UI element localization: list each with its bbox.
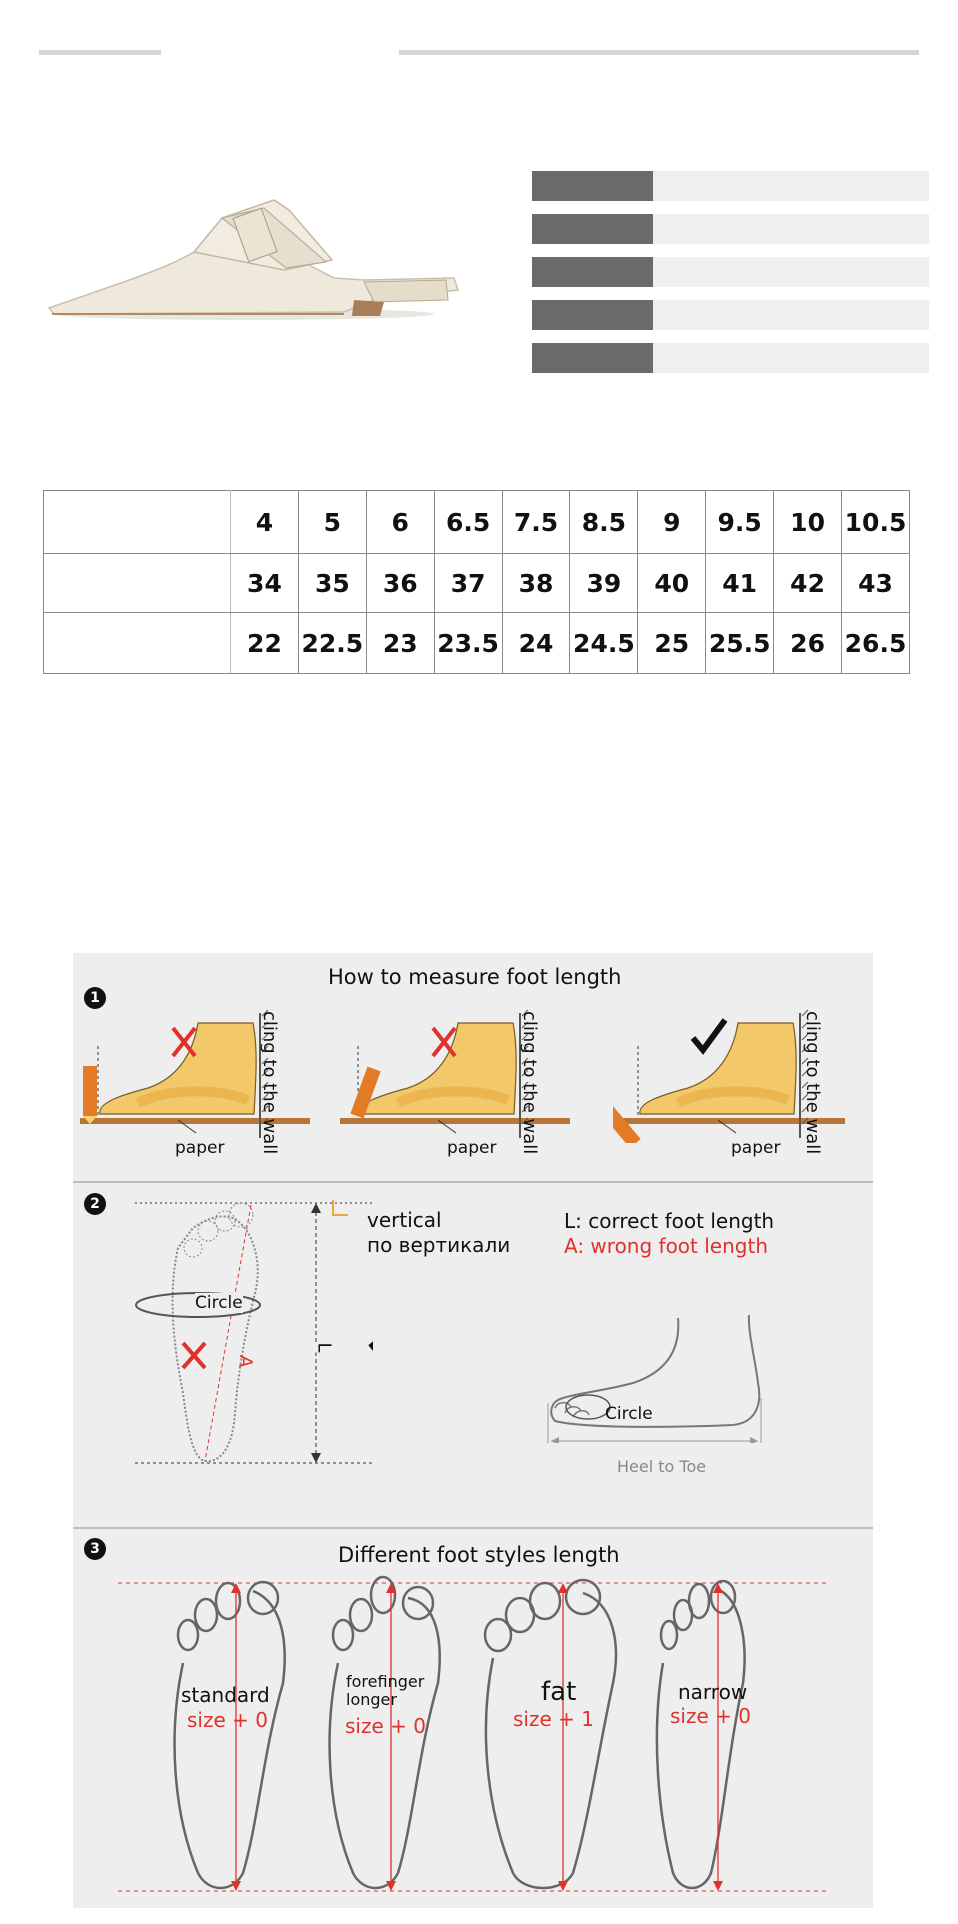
- paper-label: paper: [731, 1138, 781, 1158]
- foot-style-name: narrow: [678, 1680, 748, 1704]
- spec-key: [532, 171, 653, 201]
- wrong-length-label: A: wrong foot length: [564, 1234, 768, 1258]
- foot-style-name: fat: [541, 1677, 577, 1707]
- product-shoe-image: [44, 190, 464, 325]
- spec-key: [532, 257, 653, 287]
- foot-outline-side-view: [543, 1313, 773, 1443]
- header-divider-right: [399, 50, 919, 55]
- row-label: [44, 613, 231, 674]
- size-cell: 24.5: [570, 613, 638, 674]
- size-cell: 8.5: [570, 491, 638, 554]
- spec-row: [532, 171, 929, 201]
- foot-style-name: forefinger longer: [346, 1672, 425, 1709]
- size-cell: 35: [298, 554, 366, 613]
- foot-narrow: [657, 1581, 748, 1888]
- foot-style-size: size + 1: [513, 1707, 594, 1731]
- size-cell: 42: [774, 554, 842, 613]
- size-cell: 25: [638, 613, 706, 674]
- wall-label: cling to the wall: [259, 1011, 280, 1155]
- foot-outline-top-view: [133, 1193, 373, 1483]
- spec-value: [653, 343, 929, 373]
- row-label: [44, 554, 231, 613]
- step3-title: Different foot styles length: [338, 1543, 620, 1567]
- wall-label: cling to the wall: [802, 1011, 823, 1155]
- size-cell: 5: [298, 491, 366, 554]
- row-label: [44, 491, 231, 554]
- size-cell: 4: [231, 491, 299, 554]
- section-divider: [73, 1181, 873, 1183]
- foot-style-size: size + 0: [670, 1704, 751, 1728]
- size-cell: 38: [502, 554, 570, 613]
- spec-key: [532, 214, 653, 244]
- spec-value: [653, 257, 929, 287]
- size-cell: 36: [366, 554, 434, 613]
- step-number: 2: [84, 1193, 106, 1215]
- size-cell: 39: [570, 554, 638, 613]
- spec-value: [653, 171, 929, 201]
- a-mark: A: [234, 1354, 257, 1369]
- correct-length-label: L: correct foot length: [564, 1209, 775, 1233]
- size-cell: 9.5: [706, 491, 774, 554]
- foot-style-size: size + 0: [187, 1708, 268, 1732]
- size-cell: 23: [366, 613, 434, 674]
- measurement-guide: [73, 953, 873, 1908]
- spec-row: [532, 300, 929, 330]
- size-chart-table: [43, 490, 910, 674]
- size-cell: 41: [706, 554, 774, 613]
- foot-fat: [485, 1580, 616, 1888]
- foot-styles-diagram: [73, 1573, 873, 1908]
- step-number: 1: [84, 987, 106, 1009]
- wall-label: cling to the wall: [519, 1011, 540, 1155]
- size-cell: 24: [502, 613, 570, 674]
- size-row-eu: [44, 554, 910, 613]
- size-cell: 10.5: [842, 491, 910, 554]
- vertical-label: vertical: [367, 1208, 442, 1232]
- size-cell: 22: [231, 613, 299, 674]
- spec-row: [532, 257, 929, 287]
- size-cell: 43: [842, 554, 910, 613]
- size-cell: 34: [231, 554, 299, 613]
- l-mark: L: [313, 1342, 335, 1353]
- section-divider: [73, 1527, 873, 1529]
- size-cell: 26: [774, 613, 842, 674]
- spec-key: [532, 300, 653, 330]
- foot-standard: [175, 1582, 285, 1888]
- size-cell: 10: [774, 491, 842, 554]
- spec-key: [532, 343, 653, 373]
- step1-title: How to measure foot length: [328, 965, 622, 989]
- size-cell: 9: [638, 491, 706, 554]
- size-cell: 22.5: [298, 613, 366, 674]
- size-cell: 6.5: [434, 491, 502, 554]
- size-cell: 23.5: [434, 613, 502, 674]
- measure-panel-wrong-2: [338, 1008, 588, 1143]
- size-cell: 37: [434, 554, 502, 613]
- circle-label-side: Circle: [605, 1404, 653, 1424]
- spec-row: [532, 343, 929, 373]
- size-cell: 25.5: [706, 613, 774, 674]
- measure-panel-wrong-1: [78, 1008, 328, 1143]
- size-row-cm: [44, 613, 910, 674]
- step-number: 3: [84, 1538, 106, 1560]
- measure-panel-correct: [613, 1008, 863, 1143]
- size-row-us: [44, 491, 910, 554]
- size-cell: 7.5: [502, 491, 570, 554]
- paper-label: paper: [447, 1138, 497, 1158]
- circle-label: Circle: [195, 1293, 243, 1313]
- heel-to-toe-label: Heel to Toe: [613, 1457, 710, 1476]
- spec-value: [653, 214, 929, 244]
- header-divider-left: [39, 50, 161, 55]
- foot-style-name: standard: [181, 1683, 270, 1707]
- spec-row: [532, 214, 929, 244]
- size-cell: 26.5: [842, 613, 910, 674]
- foot-style-size: size + 0: [345, 1714, 426, 1738]
- vertical-label-ru: по вертикали: [367, 1233, 511, 1257]
- size-cell: 6: [366, 491, 434, 554]
- spec-value: [653, 300, 929, 330]
- size-cell: 40: [638, 554, 706, 613]
- paper-label: paper: [175, 1138, 225, 1158]
